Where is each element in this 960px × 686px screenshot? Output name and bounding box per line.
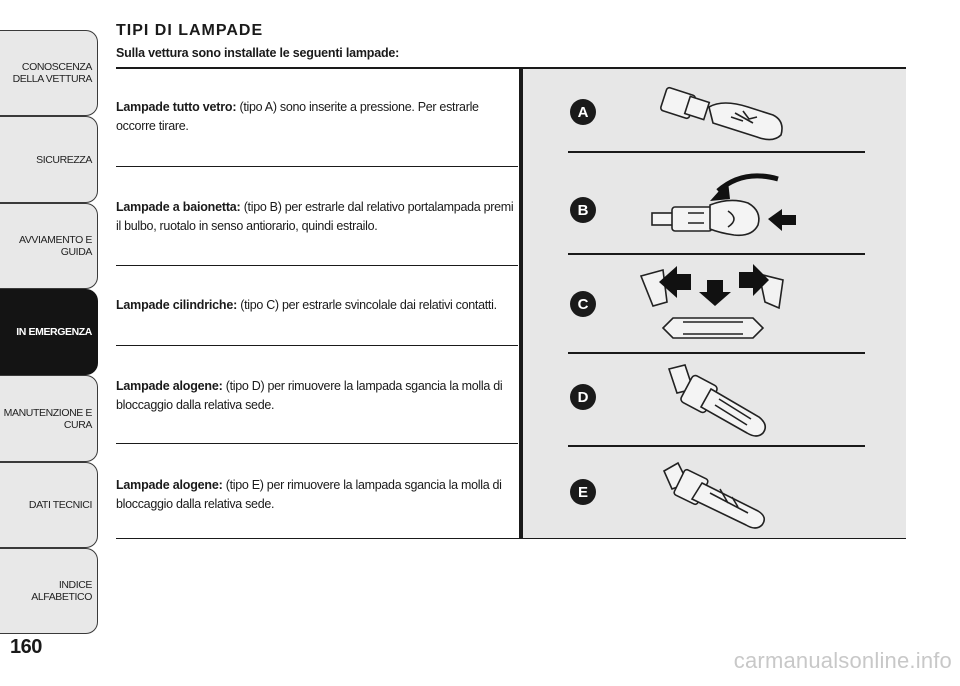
tab-sicurezza[interactable]: SICUREZZA <box>0 116 98 203</box>
lamp-description: (tipo D) per rimuovere la lampada sgancia la molla di bloccaggio dalla relativa sede. <box>116 379 503 412</box>
halogen-bulb-d-illustration <box>663 359 783 444</box>
cylindrical-bulb-illustration <box>633 262 793 344</box>
lamp-description: (tipo B) per estrarle dal relativo portalampada premi il bulbo, ruotalo in senso antiorario, quindi estrailo. <box>116 200 514 233</box>
row-divider <box>116 166 518 167</box>
illustration-divider <box>568 151 865 153</box>
lamp-term: Lampade alogene: <box>116 379 223 393</box>
tab-in-emergenza[interactable]: IN EMERGENZA <box>0 289 98 375</box>
tab-avviamento-e-guida[interactable]: AVVIAMENTO E GUIDA <box>0 203 98 289</box>
lamp-illustrations <box>523 69 906 538</box>
lamp-type-d-text <box>116 377 518 415</box>
watermark: carmanualsonline.info <box>733 648 952 673</box>
lamp-term: Lampade a baionetta: <box>116 200 241 214</box>
badge-d: D <box>570 384 596 410</box>
row-divider <box>116 345 518 346</box>
badge-c: C <box>570 291 596 317</box>
tab-conoscenza-della-vettura[interactable]: CONOSCENZA DELLA VETTURA <box>0 30 98 116</box>
lamp-type-e-text <box>116 476 518 514</box>
lamp-type-a-text <box>116 98 518 136</box>
bayonet-bulb-illustration <box>648 161 798 246</box>
section-title: TIPI DI LAMPADE <box>116 22 264 39</box>
halogen-bulb-e-illustration <box>658 457 778 537</box>
lamp-description: (tipo A) sono inserite a pressione. Per estrarle occorre tirare. <box>116 100 479 133</box>
section-subtitle: Sulla vettura sono installate le seguenti lampade: <box>116 46 400 60</box>
badge-e: E <box>570 479 596 505</box>
badge-a: A <box>570 99 596 125</box>
lamp-description: (tipo C) per estrarle svincolale dai relativi contatti. <box>240 298 497 312</box>
row-divider <box>116 443 518 444</box>
tab-manutenzione-e-cura[interactable]: MANUTENZIONE E CURA <box>0 375 98 462</box>
lamp-description: (tipo E) per rimuovere la lampada sgancia la molla di bloccaggio dalla relativa sede. <box>116 478 502 511</box>
footer-rule <box>116 538 906 539</box>
lamp-type-c-text <box>116 296 518 315</box>
lamp-term: Lampade cilindriche: <box>116 298 238 312</box>
lamp-descriptions <box>116 69 518 538</box>
illustration-divider <box>568 352 865 354</box>
row-divider <box>116 265 518 266</box>
lamp-term: Lampade tutto vetro: <box>116 100 237 114</box>
illustration-divider <box>568 445 865 447</box>
tab-dati-tecnici[interactable]: DATI TECNICI <box>0 462 98 548</box>
lamp-term: Lampade alogene: <box>116 478 223 492</box>
tab-indice-alfabetico[interactable]: INDICE ALFABETICO <box>0 548 98 634</box>
lamp-type-b-text <box>116 198 518 236</box>
page-number: 160 <box>10 636 42 658</box>
all-glass-bulb-illustration <box>653 77 803 147</box>
illustration-divider <box>568 253 865 255</box>
badge-b: B <box>570 197 596 223</box>
